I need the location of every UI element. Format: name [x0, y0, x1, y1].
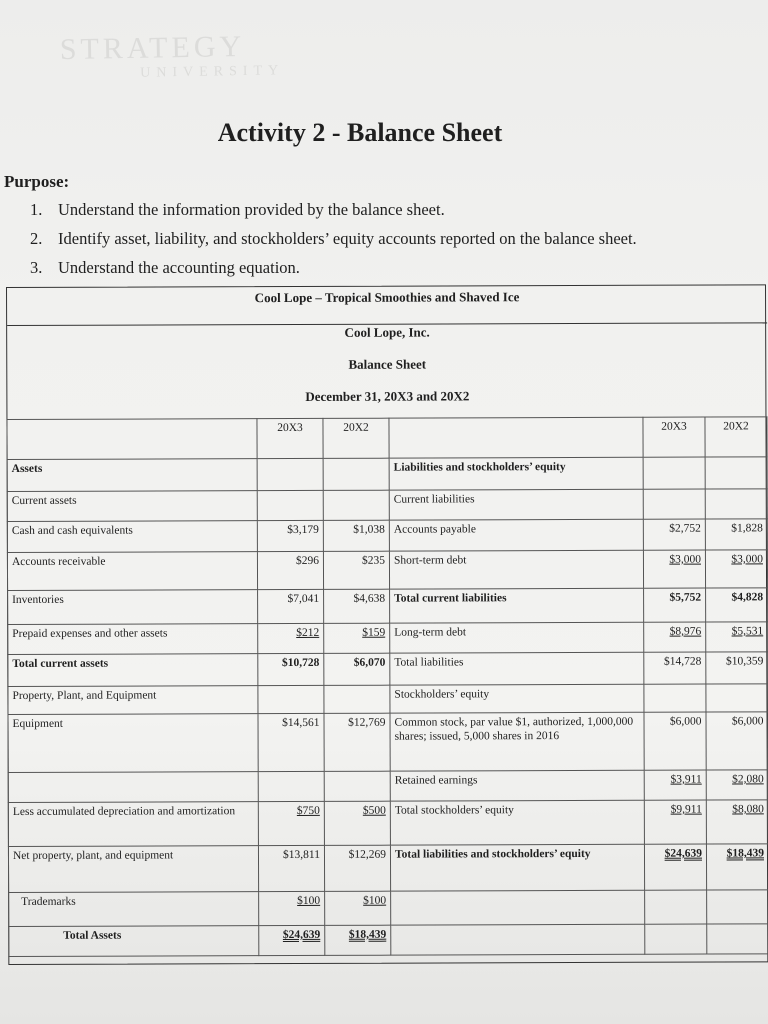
value-cell: $5,531 — [706, 622, 768, 652]
value-cell: $1,038 — [323, 520, 389, 551]
watermark-line-2: UNIVERSITY — [140, 63, 285, 81]
statement-name: Balance Sheet — [348, 356, 427, 372]
value-cell: $7,041 — [258, 589, 324, 623]
row-label-right: Total current liabilities — [390, 588, 644, 623]
value-cell — [324, 685, 390, 713]
row-label-right: Short-term debt — [389, 550, 643, 589]
value-cell: $3,000 — [643, 550, 705, 588]
purpose-text: Understand the information provided by the balance sheet. — [58, 200, 445, 219]
row-label-right: Total stockholders’ equity — [390, 800, 644, 845]
table-row — [9, 924, 768, 957]
row-label-right: Total liabilities — [390, 652, 644, 685]
statement-date: December 31, 20X3 and 20X2 — [305, 388, 470, 404]
row-label-left: Accounts receivable — [7, 552, 257, 591]
value-cell: $296 — [257, 551, 323, 589]
row-label-left — [8, 772, 258, 803]
value-cell: $235 — [323, 551, 389, 589]
value-cell — [644, 684, 706, 712]
entity-name: Cool Lope, Inc. — [344, 324, 430, 340]
row-label-left: Total Assets — [9, 926, 259, 957]
row-label-left: Current assets — [7, 491, 257, 522]
row-label-right: Accounts payable — [389, 519, 643, 551]
table-row — [8, 844, 768, 893]
table-row — [8, 652, 768, 687]
purpose-item — [30, 198, 637, 227]
value-cell — [643, 489, 705, 519]
purpose-text: Identify asset, liability, and stockholders’ equity accounts reported on the balance sheet. — [58, 229, 637, 248]
value-cell: $6,070 — [324, 653, 390, 685]
row-label-right — [391, 924, 645, 955]
value-cell: $10,359 — [706, 652, 768, 684]
page-title: Activity 2 - Balance Sheet — [217, 118, 503, 147]
value-cell: $12,769 — [324, 713, 390, 771]
value-cell: $24,639 — [644, 844, 706, 890]
value-cell — [645, 890, 707, 924]
table-row — [7, 550, 767, 591]
value-cell — [323, 490, 389, 520]
table-row — [8, 712, 768, 773]
value-cell: $500 — [324, 801, 390, 845]
row-label-right: Total liabilities and stockholders’ equity — [390, 844, 644, 891]
table-row — [7, 457, 767, 492]
watermark — [60, 27, 421, 93]
purpose-number: 3. — [30, 258, 43, 277]
value-cell — [257, 458, 323, 490]
row-label-right: Liabilities and stockholders’ equity — [389, 457, 643, 490]
value-cell — [643, 457, 705, 489]
value-cell: $18,439 — [706, 844, 768, 890]
value-cell: $8,080 — [706, 800, 768, 844]
table-row — [7, 489, 767, 522]
table-row — [8, 800, 768, 847]
value-cell: $2,080 — [706, 770, 768, 800]
value-cell: $13,811 — [258, 845, 324, 891]
watermark-line-1: STRATEGY — [59, 29, 246, 67]
value-cell: $2,752 — [643, 519, 705, 550]
value-cell — [707, 890, 768, 924]
value-cell — [323, 458, 389, 490]
purpose-number: 1. — [30, 200, 43, 219]
table-row — [8, 770, 768, 803]
value-cell: $18,439 — [325, 925, 391, 955]
value-cell: $8,976 — [644, 622, 706, 652]
row-label-left: Inventories — [8, 590, 258, 625]
purpose-list — [30, 198, 637, 285]
balance-sheet-table — [6, 416, 768, 957]
value-cell: $14,561 — [258, 713, 324, 771]
value-cell — [705, 457, 767, 489]
value-cell: $6,000 — [706, 712, 768, 770]
row-label-right: Common stock, par value $1, authorized, 1,000,000 shares; issued, 5,000 shares in 2016 — [390, 712, 644, 771]
row-label-left: Trademarks — [9, 892, 259, 927]
value-cell: $4,638 — [324, 589, 390, 623]
col-header-right-20x3: 20X3 — [643, 417, 705, 457]
row-label-right: Stockholders’ equity — [390, 684, 644, 713]
company-banner: Cool Lope – Tropical Smoothies and Shaved Ice — [7, 285, 767, 326]
value-cell — [258, 771, 324, 801]
value-cell: $4,828 — [706, 588, 768, 622]
value-cell — [705, 489, 767, 519]
value-cell: $14,728 — [644, 652, 706, 684]
purpose-item — [30, 256, 637, 285]
row-label-right: Long-term debt — [390, 622, 644, 653]
purpose-text: Understand the accounting equation. — [58, 258, 300, 277]
value-cell — [707, 924, 768, 954]
value-cell: $3,179 — [257, 520, 323, 551]
value-cell — [258, 685, 324, 713]
table-row — [8, 588, 768, 625]
row-label-left: Cash and cash equivalents — [7, 521, 257, 553]
value-cell: $1,828 — [705, 519, 767, 550]
table-row — [9, 890, 768, 927]
value-cell — [706, 684, 768, 712]
value-cell: $12,269 — [324, 845, 390, 891]
value-cell: $3,911 — [644, 770, 706, 800]
value-cell: $212 — [258, 623, 324, 653]
col-header-left-20x2: 20X2 — [323, 418, 389, 458]
header-blank-cell — [389, 417, 643, 458]
purpose-number: 2. — [30, 229, 43, 248]
purpose-label: Purpose: — [4, 172, 70, 191]
row-label-left: Net property, plant, and equipment — [8, 846, 258, 893]
table-row — [8, 684, 768, 715]
value-cell: $100 — [259, 891, 325, 925]
value-cell: $9,911 — [644, 800, 706, 844]
balance-sheet-box — [6, 284, 768, 965]
header-blank-cell — [7, 419, 257, 460]
row-label-left: Prepaid expenses and other assets — [8, 624, 258, 655]
row-label-right: Retained earnings — [390, 770, 644, 801]
value-cell: $3,000 — [705, 550, 767, 588]
value-cell: $10,728 — [258, 653, 324, 685]
value-cell: $750 — [258, 801, 324, 845]
value-cell: $24,639 — [259, 925, 325, 955]
row-label-left: Property, Plant, and Equipment — [8, 686, 258, 715]
table-row — [7, 519, 767, 553]
row-label-left: Assets — [7, 459, 257, 492]
value-cell — [645, 924, 707, 954]
value-cell — [324, 771, 390, 801]
value-cell: $6,000 — [644, 712, 706, 770]
row-label-right: Current liabilities — [389, 489, 643, 520]
row-label-left: Equipment — [8, 714, 258, 773]
row-label-right — [391, 890, 645, 925]
value-cell: $5,752 — [644, 588, 706, 622]
value-cell — [257, 490, 323, 520]
col-header-right-20x2: 20X2 — [705, 417, 767, 457]
table-header-row — [7, 417, 767, 460]
row-label-left: Less accumulated depreciation and amortization — [8, 802, 258, 847]
row-label-left: Total current assets — [8, 654, 258, 687]
col-header-left-20x3: 20X3 — [257, 418, 323, 458]
purpose-item — [30, 227, 637, 256]
table-row — [8, 622, 768, 655]
value-cell: $159 — [324, 623, 390, 653]
value-cell: $100 — [325, 891, 391, 925]
